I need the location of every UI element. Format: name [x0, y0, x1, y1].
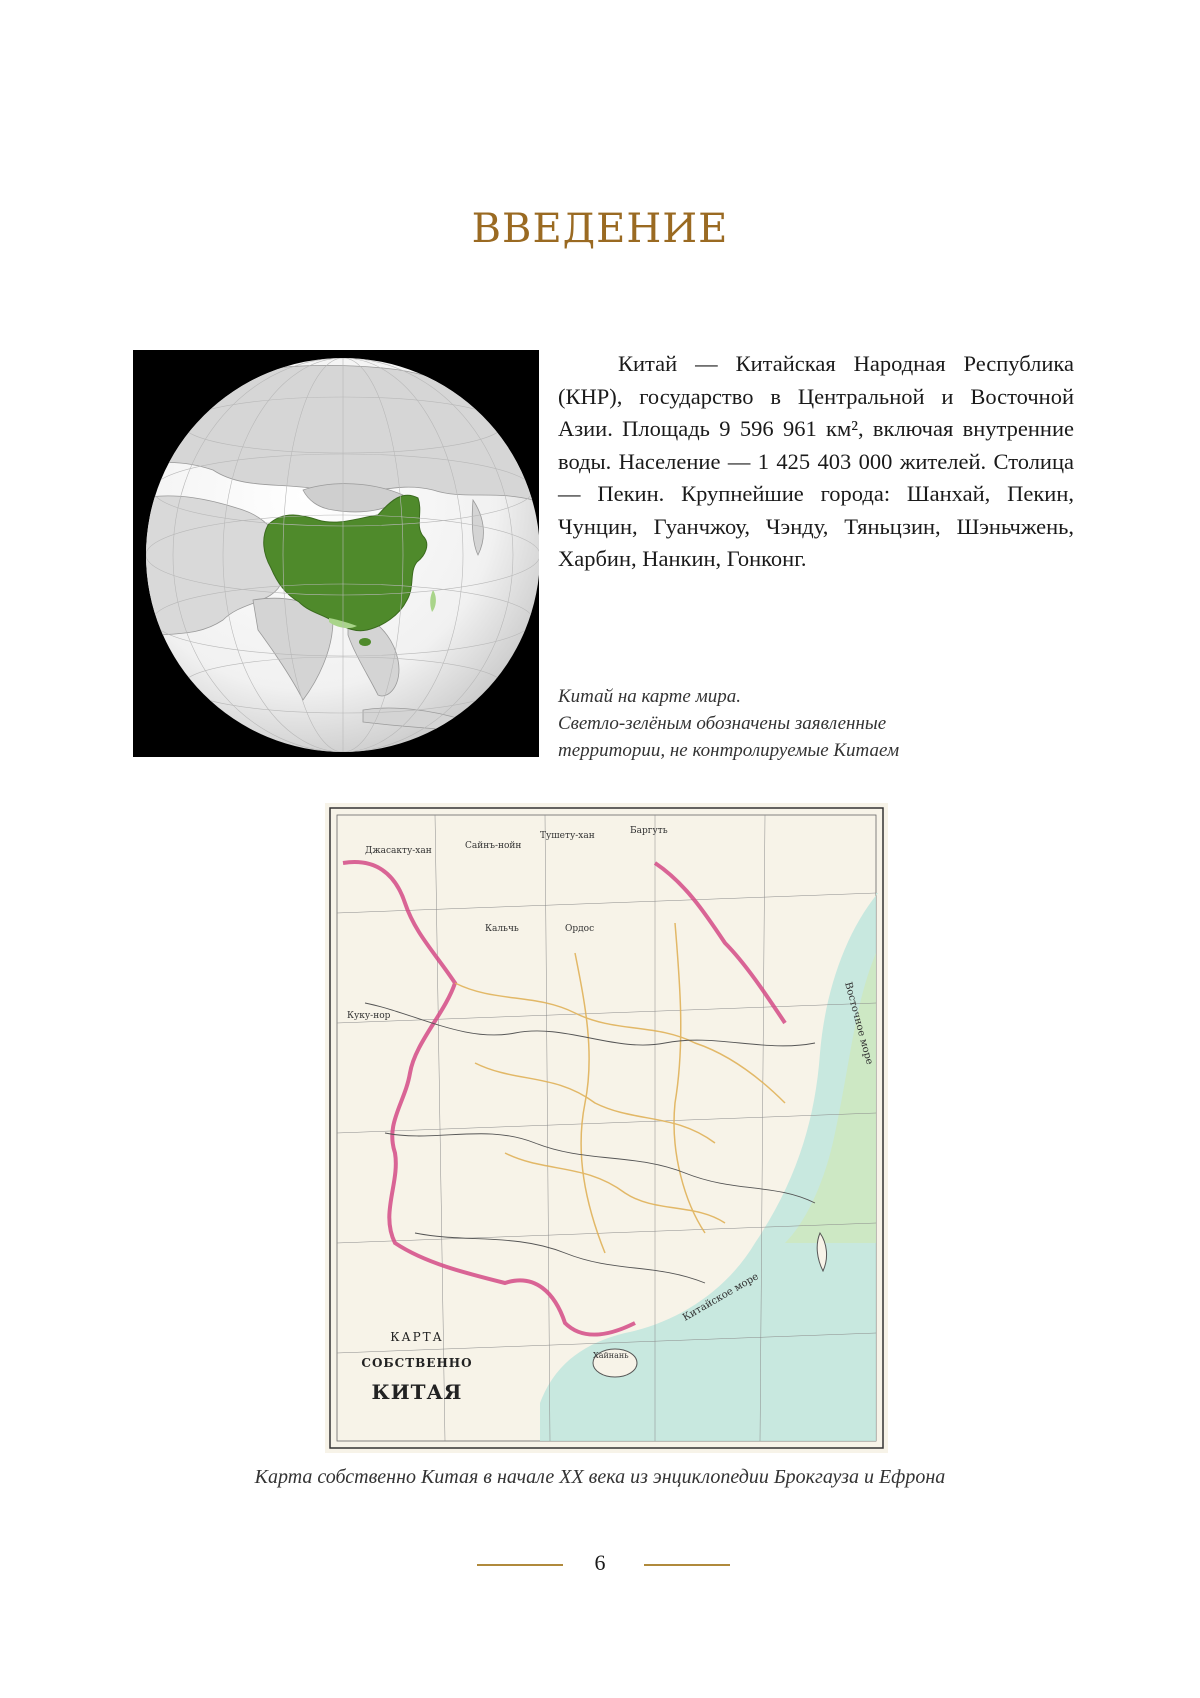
map-cartouche-line: СОБСТВЕННО	[361, 1356, 473, 1370]
map-label-island: Хайнань	[593, 1351, 629, 1360]
map-label-region: Джасакту-хан	[365, 846, 432, 856]
map-label-region: Куку-нор	[347, 1011, 391, 1021]
map-label-sea: Восточное море	[842, 980, 875, 1066]
globe-caption-line: Китай на карте мира.	[558, 686, 741, 707]
page-footer	[0, 1550, 1200, 1580]
map-label-region: Тушету-хан	[540, 831, 595, 841]
globe-map-image	[133, 350, 539, 757]
map-label-region: Сайнъ-нойн	[465, 841, 522, 851]
footer-rule-right	[644, 1564, 730, 1566]
map-cartouche-line: КАРТА	[390, 1330, 444, 1344]
page-number: 6	[594, 1550, 606, 1575]
page-title: ВВЕДЕНИЕ	[471, 206, 729, 252]
globe-illustration	[133, 350, 539, 757]
map-label-region: Баргуть	[630, 826, 668, 836]
globe-caption-line: территории, не контролируемые Китаем	[558, 740, 900, 761]
historic-map-illustration	[325, 803, 888, 1453]
historic-map-image	[325, 803, 888, 1453]
map-label-sea: Китайское море	[681, 1271, 761, 1324]
footer-rule-left	[477, 1564, 563, 1566]
map-caption: Карта собственно Китая в начале XX века из энциклопедии Брокгауза и Ефрона	[254, 1466, 946, 1488]
map-label-region: Кальчь	[485, 924, 519, 934]
globe-caption-line: Светло-зелёным обозначены заявленные	[558, 713, 887, 734]
map-label-region: Ордос	[565, 924, 595, 934]
globe-caption	[558, 683, 1078, 764]
intro-paragraph: Китай — Китайская Народная Республика (КНР), государство в Центральной и Восточной Азии. Площадь 9 596 961 км², включая внутренние воды. Население — 1 425 403 000 жителей. Столица — Пекин. Крупнейшие города: Шанхай, Пекин, Чунцин, Гуанчжоу, Чэнду, Тяньцзин, Шэньчжень, Харбин, Нанкин, Гонконг.	[558, 351, 1074, 571]
map-cartouche-line: КИТАЯ	[371, 1380, 463, 1404]
